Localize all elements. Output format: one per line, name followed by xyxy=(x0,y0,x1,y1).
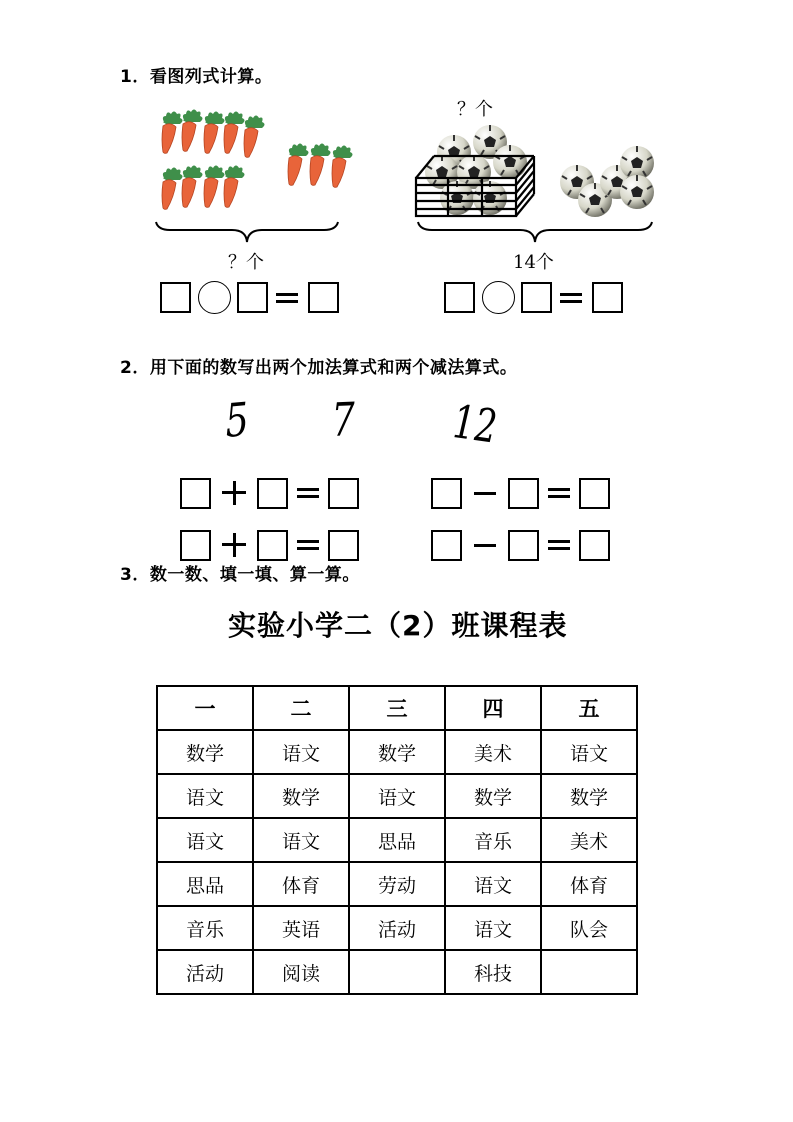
answer-box[interactable] xyxy=(328,478,359,509)
equals-sign xyxy=(276,293,298,303)
brace-right xyxy=(416,220,654,246)
table-cell: 音乐 xyxy=(157,906,253,950)
answer-box[interactable] xyxy=(257,478,288,509)
equals-sign xyxy=(560,293,582,303)
answer-box[interactable] xyxy=(257,530,288,561)
table-cell: 劳动 xyxy=(349,862,445,906)
soccer-ball-icon xyxy=(560,146,654,217)
carrots-picture xyxy=(152,108,362,218)
operator-circle[interactable] xyxy=(482,281,515,314)
answer-box[interactable] xyxy=(508,478,539,509)
left-brace-label: ？个 xyxy=(228,252,264,273)
table-cell xyxy=(541,950,637,994)
table-row xyxy=(157,774,637,818)
table-row xyxy=(157,862,637,906)
table-cell: 音乐 xyxy=(445,818,541,862)
answer-box[interactable] xyxy=(431,478,462,509)
number-5: 5 xyxy=(223,391,251,448)
answer-box[interactable] xyxy=(308,282,339,313)
table-row xyxy=(157,906,637,950)
balls-top-label: ？个 xyxy=(457,99,493,120)
right-brace-label: 14个 xyxy=(513,252,554,273)
answer-box[interactable] xyxy=(579,530,610,561)
table-cell: 语文 xyxy=(253,818,349,862)
table-cell: 数学 xyxy=(541,774,637,818)
table-cell: 阅读 xyxy=(253,950,349,994)
question-3-heading: 3．数一数、填一填、算一算。 xyxy=(120,565,360,585)
table-cell: 数学 xyxy=(157,730,253,774)
class-schedule-table xyxy=(156,685,638,995)
table-cell: 数学 xyxy=(253,774,349,818)
plus-sign xyxy=(222,481,246,505)
table-cell: 英语 xyxy=(253,906,349,950)
question-2-heading: 2．用下面的数写出两个加法算式和两个减法算式。 xyxy=(120,358,518,378)
table-cell: 数学 xyxy=(349,730,445,774)
answer-box[interactable] xyxy=(579,478,610,509)
column-header-mon: 一 xyxy=(157,686,253,730)
answer-box[interactable] xyxy=(180,530,211,561)
table-cell: 语文 xyxy=(253,730,349,774)
schedule-title: 实验小学二（2）班课程表 xyxy=(228,609,568,642)
table-cell: 语文 xyxy=(349,774,445,818)
table-row xyxy=(157,730,637,774)
table-header-row xyxy=(157,686,637,730)
answer-box[interactable] xyxy=(444,282,475,313)
table-cell: 美术 xyxy=(445,730,541,774)
table-cell: 思品 xyxy=(349,818,445,862)
answer-box[interactable] xyxy=(431,530,462,561)
minus-sign xyxy=(474,492,496,495)
table-cell: 语文 xyxy=(157,774,253,818)
plus-sign xyxy=(222,533,246,557)
table-cell: 语文 xyxy=(541,730,637,774)
table-cell: 数学 xyxy=(445,774,541,818)
table-cell: 语文 xyxy=(157,818,253,862)
number-12: 12 xyxy=(451,394,499,454)
column-header-wed: 三 xyxy=(349,686,445,730)
equals-sign xyxy=(548,488,570,498)
table-cell: 语文 xyxy=(445,862,541,906)
equals-sign xyxy=(297,540,319,550)
answer-box[interactable] xyxy=(160,282,191,313)
equals-sign xyxy=(548,540,570,550)
equals-sign xyxy=(297,488,319,498)
table-row xyxy=(157,818,637,862)
question-1-heading: 1．看图列式计算。 xyxy=(120,67,273,87)
brace-left xyxy=(154,220,340,246)
answer-box[interactable] xyxy=(237,282,268,313)
table-cell: 科技 xyxy=(445,950,541,994)
answer-box[interactable] xyxy=(180,478,211,509)
table-cell: 体育 xyxy=(541,862,637,906)
minus-sign xyxy=(474,544,496,547)
column-header-tue: 二 xyxy=(253,686,349,730)
column-header-thu: 四 xyxy=(445,686,541,730)
soccer-balls-picture xyxy=(412,120,662,220)
operator-circle[interactable] xyxy=(198,281,231,314)
answer-box[interactable] xyxy=(508,530,539,561)
column-header-fri: 五 xyxy=(541,686,637,730)
table-cell: 美术 xyxy=(541,818,637,862)
table-cell: 语文 xyxy=(445,906,541,950)
table-cell: 思品 xyxy=(157,862,253,906)
table-cell: 体育 xyxy=(253,862,349,906)
table-cell: 队会 xyxy=(541,906,637,950)
answer-box[interactable] xyxy=(328,530,359,561)
table-row xyxy=(157,950,637,994)
table-cell: 活动 xyxy=(349,906,445,950)
table-cell: 活动 xyxy=(157,950,253,994)
number-7: 7 xyxy=(330,391,356,447)
carrot-icon xyxy=(162,110,353,210)
table-cell xyxy=(349,950,445,994)
answer-box[interactable] xyxy=(592,282,623,313)
answer-box[interactable] xyxy=(521,282,552,313)
